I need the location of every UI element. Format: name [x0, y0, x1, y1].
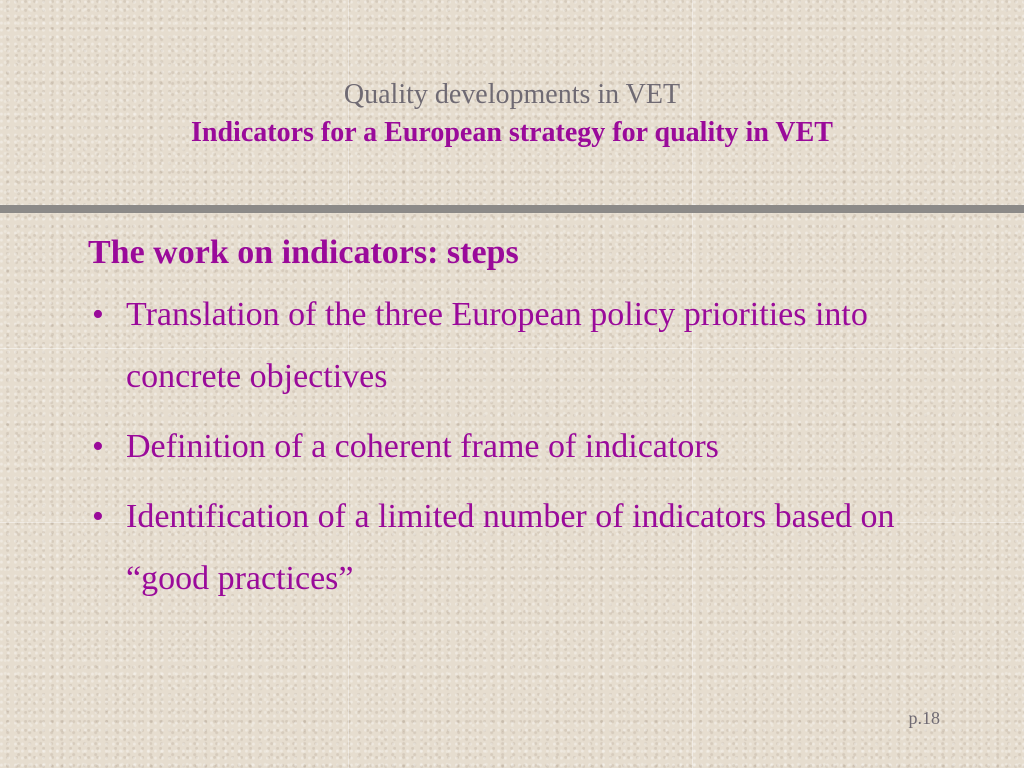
bullet-icon: • [92, 498, 104, 535]
slide-subtitle: Quality developments in VET [343, 79, 681, 110]
bullet-item [88, 416, 948, 478]
slide-body [88, 228, 948, 618]
bullet-item [88, 284, 948, 408]
bullet-text: Identification of a limited number of indicators based on “good practices” [126, 498, 895, 597]
bullet-item [88, 486, 948, 610]
bullet-text: Definition of a coherent frame of indicators [126, 428, 719, 465]
slide-header [0, 76, 1024, 152]
page-number: p.18 [908, 708, 940, 728]
slide-title: Indicators for a European strategy for quality in VET [191, 117, 833, 148]
bullet-icon: • [92, 428, 104, 465]
bullet-icon: • [92, 296, 104, 333]
bullet-list [88, 284, 948, 610]
bullet-text: Translation of the three European policy priorities into concrete objectives [126, 296, 868, 395]
header-divider [0, 205, 1024, 213]
section-heading: The work on indicators: steps [88, 234, 519, 271]
